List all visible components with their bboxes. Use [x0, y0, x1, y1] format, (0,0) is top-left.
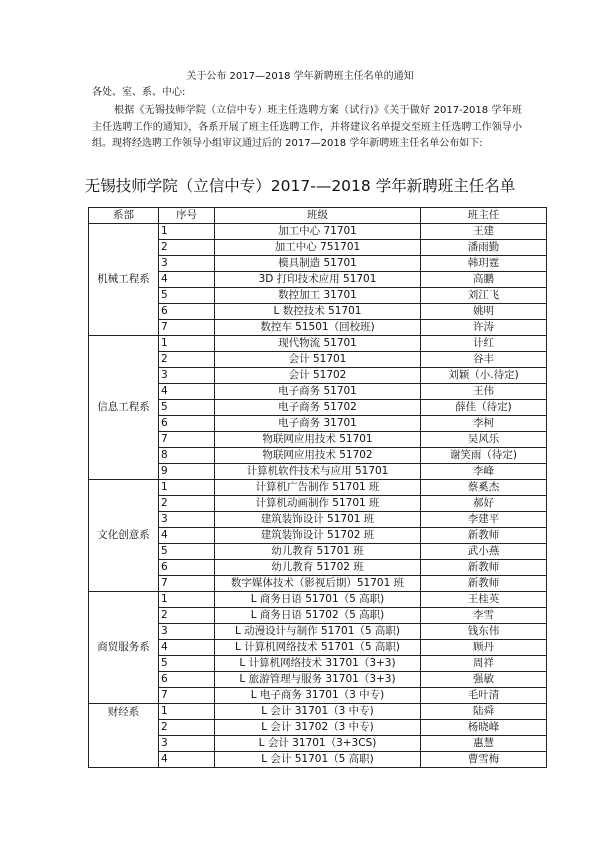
class-cell: 计算机软件技术与应用 51701: [215, 464, 421, 480]
teacher-cell: 曹雪梅: [421, 752, 547, 768]
class-cell: 数控车 51501（回校班): [215, 320, 421, 336]
teacher-cell: 蔡奚杰: [421, 480, 547, 496]
seq-cell: 2: [159, 496, 215, 512]
seq-cell: 3: [159, 368, 215, 384]
seq-cell: 2: [159, 608, 215, 624]
teacher-cell: 李峰: [421, 464, 547, 480]
teacher-cell: 惠慧: [421, 736, 547, 752]
class-cell: L 商务日语 51701（5 高职): [215, 592, 421, 608]
class-cell: 加工中心 751701: [215, 240, 421, 256]
seq-cell: 7: [159, 688, 215, 704]
table-row: [89, 224, 547, 240]
table-row: [89, 480, 547, 496]
teacher-cell: 谷丰: [421, 352, 547, 368]
table-header-row: [89, 208, 547, 224]
teacher-cell: 王伟: [421, 384, 547, 400]
seq-cell: 3: [159, 256, 215, 272]
teacher-cell: 潘雨勤: [421, 240, 547, 256]
class-cell: L 会计 31701（3+3CS): [215, 736, 421, 752]
header-dept: 系部: [89, 208, 159, 224]
teacher-cell: 周祥: [421, 656, 547, 672]
notice-title: 关于公布 2017—2018 学年新聘班主任名单的通知: [186, 71, 414, 82]
seq-cell: 4: [159, 640, 215, 656]
class-cell: 数字媒体技术（影视后期）51701 班: [215, 576, 421, 592]
class-cell: L 计算机网络技术 51701（5 高职): [215, 640, 421, 656]
notice-body: 根据《无锡技师学院（立信中专）班主任选聘方案（试行)》《关于做好 2017-2018 学年班主任选聘工作的通知》，各系开展了班主任选聘工作，并将建议名单提交至班主任选聘工作领导小组。现将经选聘工作领导小组审议通过后的 2017—2018 学年新聘班主任名单公布如下:: [92, 105, 522, 149]
class-cell: 建筑装饰设计 51702 班: [215, 528, 421, 544]
teacher-cell: 计红: [421, 336, 547, 352]
seq-cell: 8: [159, 448, 215, 464]
teacher-cell: 刘江飞: [421, 288, 547, 304]
teacher-cell: 李建平: [421, 512, 547, 528]
class-cell: 电子商务 31701: [215, 416, 421, 432]
class-cell: 电子商务 51701: [215, 384, 421, 400]
list-title: 无锡技师学院（立信中专）2017-—2018 学年新聘班主任名单: [84, 177, 516, 195]
seq-cell: 3: [159, 624, 215, 640]
class-cell: L 会计 51701（5 高职): [215, 752, 421, 768]
seq-cell: 1: [159, 592, 215, 608]
roster-body: [89, 224, 547, 768]
salutation: 各处、室、系、中心:: [92, 87, 186, 98]
class-cell: 电子商务 51702: [215, 400, 421, 416]
seq-cell: 6: [159, 416, 215, 432]
teacher-cell: 姚明: [421, 304, 547, 320]
seq-cell: 6: [159, 672, 215, 688]
seq-cell: 7: [159, 576, 215, 592]
teacher-cell: 毛叶清: [421, 688, 547, 704]
seq-cell: 7: [159, 432, 215, 448]
class-cell: 幼儿教育 51701 班: [215, 544, 421, 560]
class-cell: L 电子商务 31701（3 中专): [215, 688, 421, 704]
teacher-cell: 新教师: [421, 528, 547, 544]
teacher-cell: 武小燕: [421, 544, 547, 560]
dept-cell: 财经系: [89, 704, 159, 768]
class-cell: L 旅游管理与服务 31701（3+3): [215, 672, 421, 688]
class-cell: L 计算机网络技术 31701（3+3): [215, 656, 421, 672]
seq-cell: 3: [159, 736, 215, 752]
seq-cell: 1: [159, 336, 215, 352]
class-cell: 现代物流 51701: [215, 336, 421, 352]
teacher-cell: 新教师: [421, 560, 547, 576]
class-cell: L 会计 31701（3 中专): [215, 704, 421, 720]
seq-cell: 9: [159, 464, 215, 480]
teacher-cell: 谢笑雨（待定): [421, 448, 547, 464]
header-class: 班级: [215, 208, 421, 224]
class-cell: L 数控技术 51701: [215, 304, 421, 320]
seq-cell: 1: [159, 224, 215, 240]
teacher-cell: 王建: [421, 224, 547, 240]
teacher-cell: 刘颖（小.待定): [421, 368, 547, 384]
class-cell: L 动漫设计与制作 51701（5 高职): [215, 624, 421, 640]
table-row: [89, 704, 547, 720]
seq-cell: 4: [159, 752, 215, 768]
class-cell: 会计 51702: [215, 368, 421, 384]
dept-cell: 机械工程系: [89, 224, 159, 336]
teacher-cell: 强敏: [421, 672, 547, 688]
seq-cell: 4: [159, 272, 215, 288]
seq-cell: 1: [159, 480, 215, 496]
roster-table: [88, 207, 547, 768]
teacher-cell: 吴风乐: [421, 432, 547, 448]
table-row: [89, 592, 547, 608]
teacher-cell: 新教师: [421, 576, 547, 592]
teacher-cell: 李柯: [421, 416, 547, 432]
seq-cell: 2: [159, 352, 215, 368]
teacher-cell: 顾丹: [421, 640, 547, 656]
teacher-cell: 韩玥霆: [421, 256, 547, 272]
teacher-cell: 薛佳（待定): [421, 400, 547, 416]
seq-cell: 2: [159, 240, 215, 256]
header-teacher: 班主任: [421, 208, 547, 224]
class-cell: 物联网应用技术 51701: [215, 432, 421, 448]
class-cell: 数控加工 31701: [215, 288, 421, 304]
class-cell: 3D 打印技术应用 51701: [215, 272, 421, 288]
class-cell: 会计 51701: [215, 352, 421, 368]
dept-cell: 文化创意系: [89, 480, 159, 592]
class-cell: L 商务日语 51702（5 高职): [215, 608, 421, 624]
teacher-cell: 王桂英: [421, 592, 547, 608]
seq-cell: 5: [159, 400, 215, 416]
class-cell: 幼儿教育 51702 班: [215, 560, 421, 576]
teacher-cell: 高鹏: [421, 272, 547, 288]
seq-cell: 4: [159, 528, 215, 544]
seq-cell: 6: [159, 304, 215, 320]
seq-cell: 1: [159, 704, 215, 720]
seq-cell: 7: [159, 320, 215, 336]
teacher-cell: 钱东伟: [421, 624, 547, 640]
teacher-cell: 陆舜: [421, 704, 547, 720]
seq-cell: 5: [159, 288, 215, 304]
seq-cell: 6: [159, 560, 215, 576]
teacher-cell: 郝好: [421, 496, 547, 512]
header-seq: 序号: [159, 208, 215, 224]
seq-cell: 4: [159, 384, 215, 400]
class-cell: 加工中心 71701: [215, 224, 421, 240]
class-cell: 模具制造 51701: [215, 256, 421, 272]
seq-cell: 5: [159, 544, 215, 560]
class-cell: 建筑装饰设计 51701 班: [215, 512, 421, 528]
teacher-cell: 许涛: [421, 320, 547, 336]
seq-cell: 3: [159, 512, 215, 528]
dept-cell: 商贸服务系: [89, 592, 159, 704]
class-cell: 计算机广告制作 51701 班: [215, 480, 421, 496]
seq-cell: 2: [159, 720, 215, 736]
teacher-cell: 杨晓峰: [421, 720, 547, 736]
teacher-cell: 李雪: [421, 608, 547, 624]
class-cell: L 会计 31702（3 中专): [215, 720, 421, 736]
dept-cell: 信息工程系: [89, 336, 159, 480]
class-cell: 计算机动画制作 51701 班: [215, 496, 421, 512]
table-row: [89, 336, 547, 352]
seq-cell: 5: [159, 656, 215, 672]
class-cell: 物联网应用技术 51702: [215, 448, 421, 464]
